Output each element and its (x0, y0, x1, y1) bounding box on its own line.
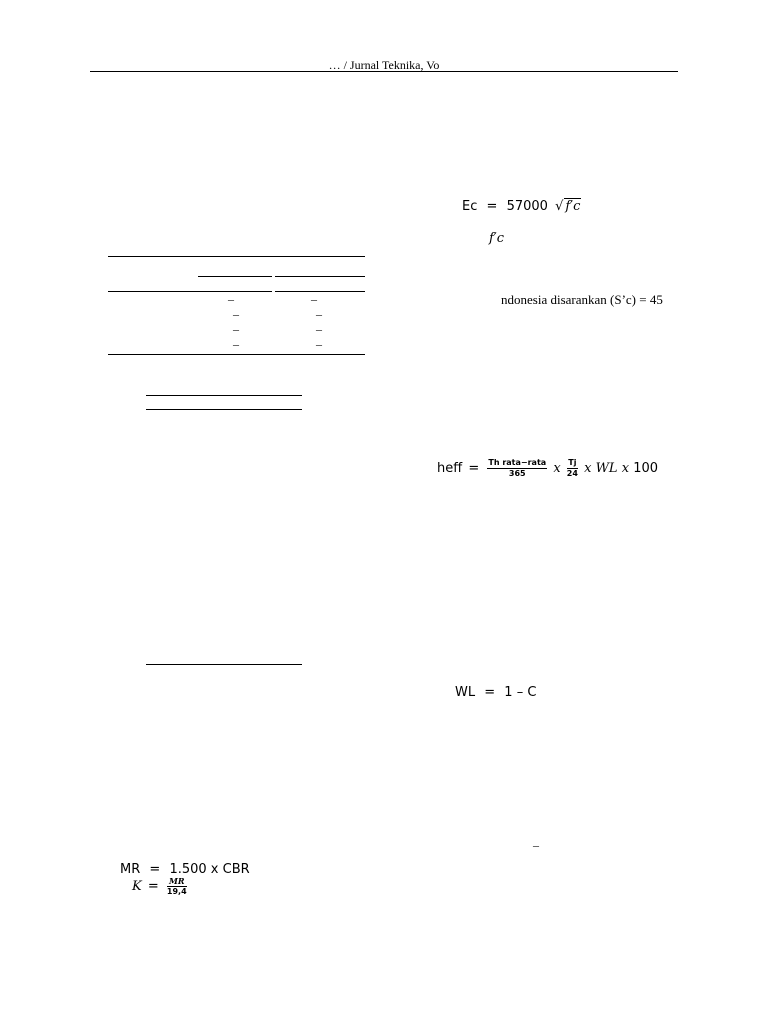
heff-hundred: 100 (633, 461, 659, 476)
header-rule (90, 71, 678, 72)
heff-fraction-1 (487, 458, 547, 479)
equals-sign: = (484, 685, 496, 700)
k-equation (132, 876, 189, 897)
wl-equation (455, 685, 536, 700)
table-cell-dash: – (233, 322, 239, 336)
table-header-rule-right (275, 291, 365, 292)
isolated-dash: – (533, 838, 539, 852)
wl-symbol: WL (595, 461, 618, 476)
sqrt-symbol: √ (555, 199, 564, 214)
table-cell-dash: – (316, 322, 322, 336)
mr-equation (120, 862, 250, 877)
heff-fraction-1-den: 365 (508, 469, 526, 478)
fc-label: f′c (489, 231, 505, 246)
table2-bottom-rule (146, 664, 302, 665)
ec-equation (462, 198, 581, 214)
heff-fraction-2 (567, 458, 578, 479)
sc-text: ndonesia disarankan (S’c) = 45 (501, 292, 663, 307)
heff-lhs: heff (437, 461, 463, 476)
table-cell-dash: – (316, 337, 322, 351)
table-header-rule-left (108, 291, 272, 292)
running-header: … / Jurnal Teknika, Vo (328, 58, 440, 72)
table2-header-rule (146, 409, 302, 410)
k-fraction-den: 19,4 (166, 887, 187, 896)
table-cell-dash: – (228, 292, 234, 306)
k-lhs: K (132, 879, 142, 894)
heff-fraction-2-num: Tj (568, 458, 577, 467)
heff-fraction-1-num: Th rata−rata (488, 458, 547, 467)
k-fraction-num: MR (167, 876, 187, 887)
table-cell-dash: – (311, 292, 317, 306)
mr-rhs: 1.500 x CBR (169, 862, 250, 877)
ec-lhs: Ec (462, 199, 478, 214)
table-cell-dash: – (233, 307, 239, 321)
mr-lhs: MR (120, 862, 141, 877)
table-subheader-rule-left (198, 276, 272, 277)
equals-sign: = (147, 879, 159, 894)
table-top-rule (108, 256, 365, 257)
table-cell-dash: – (233, 337, 239, 351)
heff-fraction-2-den: 24 (566, 469, 578, 478)
times-x: x (553, 461, 561, 476)
heff-equation (437, 458, 658, 479)
table2-top-rule (146, 395, 302, 396)
table-subheader-rule-right (275, 276, 365, 277)
times-x: x (584, 461, 592, 476)
k-fraction (167, 876, 187, 897)
wl-lhs: WL (455, 685, 476, 700)
ec-constant: 57000 (506, 199, 548, 214)
equals-sign: = (486, 199, 498, 214)
table-bottom-rule (108, 354, 365, 355)
ec-variable: f′c (565, 199, 581, 214)
times-x: x (621, 461, 630, 476)
wl-rhs: 1 – C (504, 685, 537, 700)
table-cell-dash: – (316, 307, 322, 321)
equals-sign: = (149, 862, 161, 877)
equals-sign: = (468, 461, 480, 476)
